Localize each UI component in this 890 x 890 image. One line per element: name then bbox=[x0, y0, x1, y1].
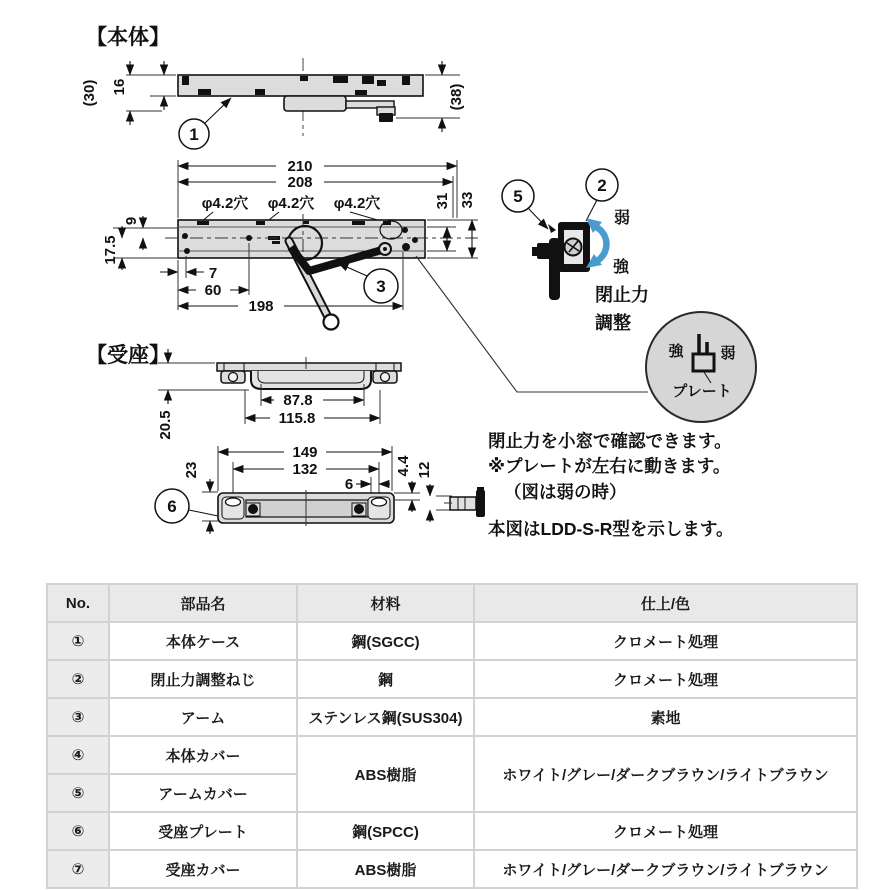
ukeza-hook-profile bbox=[251, 371, 371, 389]
hole-label-1: φ4.2穴 bbox=[201, 195, 249, 212]
part-no: ② bbox=[47, 660, 109, 698]
callout-3-label: 3 bbox=[376, 277, 386, 296]
adjuster-detail bbox=[502, 169, 649, 333]
table-row bbox=[47, 850, 857, 888]
part-material: 鋼(SPCC) bbox=[297, 812, 474, 850]
callout-1-label: 1 bbox=[189, 125, 199, 144]
table-row bbox=[47, 698, 857, 736]
ukeza-pin-side-view bbox=[444, 487, 485, 517]
part-no: ⑥ bbox=[47, 812, 109, 850]
table-row bbox=[47, 812, 857, 850]
callout-6-label: 6 bbox=[167, 497, 177, 516]
plate-weak-label: 弱 bbox=[720, 345, 736, 362]
dim-23: 23 bbox=[183, 461, 200, 479]
part-finish: 素地 bbox=[474, 698, 857, 736]
dim-30: (30) bbox=[81, 79, 98, 107]
part-finish: クロメート処理 bbox=[474, 812, 857, 850]
dim-33: 33 bbox=[459, 191, 476, 209]
notes bbox=[488, 431, 734, 539]
dim-38: (38) bbox=[448, 83, 465, 111]
header-part-name: 部品名 bbox=[109, 584, 297, 622]
dim-16: 16 bbox=[111, 78, 128, 96]
part-finish: ホワイト/グレー/ダークブラウン/ライトブラウン bbox=[474, 850, 857, 888]
part-no: ⑤ bbox=[47, 774, 109, 812]
dim-17-5: 17.5 bbox=[102, 235, 119, 265]
part-finish: クロメート処理 bbox=[474, 622, 857, 660]
part-no: ⑦ bbox=[47, 850, 109, 888]
adjust-strong-label: 強 bbox=[612, 259, 630, 276]
table-row bbox=[47, 660, 857, 698]
dim-87-8: 87.8 bbox=[283, 392, 313, 409]
adjust-force-label-1: 閉止力 bbox=[595, 285, 649, 305]
main-body-side-view bbox=[81, 58, 465, 149]
part-name: 受座カバー bbox=[109, 850, 297, 888]
arm-hook-loop bbox=[324, 315, 339, 330]
part-no: ③ bbox=[47, 698, 109, 736]
adjust-weak-label: 弱 bbox=[613, 210, 631, 227]
adjust-screw-drawing bbox=[532, 222, 590, 300]
part-name: 本体カバー bbox=[109, 736, 297, 774]
callout-5-label: 5 bbox=[513, 187, 523, 206]
header-finish: 仕上/色 bbox=[474, 584, 857, 622]
dim-115-8: 115.8 bbox=[278, 410, 316, 427]
note-line-1: 閉止力を小窓で確認できます。 bbox=[488, 431, 732, 451]
dim-9: 9 bbox=[123, 216, 140, 226]
callout-2-label: 2 bbox=[597, 176, 607, 195]
part-no: ① bbox=[47, 622, 109, 660]
header-no: No. bbox=[47, 584, 109, 622]
plate-detail-circle bbox=[646, 312, 756, 422]
dim-132: 132 bbox=[292, 461, 318, 478]
dim-7: 7 bbox=[208, 265, 218, 282]
main-body-plan-view bbox=[102, 158, 648, 392]
plate-label: プレート bbox=[672, 383, 732, 400]
dim-20-5: 20.5 bbox=[157, 410, 174, 440]
part-finish: ホワイト/グレー/ダークブラウン/ライトブラウン bbox=[474, 736, 857, 812]
part-name: アーム bbox=[109, 698, 297, 736]
part-no: ④ bbox=[47, 736, 109, 774]
part-name: 本体ケース bbox=[109, 622, 297, 660]
parts-table bbox=[46, 583, 858, 889]
table-row bbox=[47, 736, 857, 774]
plate-strong-label: 強 bbox=[668, 343, 684, 360]
note-line-3: （図は弱の時） bbox=[504, 482, 627, 502]
header-material: 材料 bbox=[297, 584, 474, 622]
dim-60: 60 bbox=[204, 282, 222, 299]
part-material: ABS樹脂 bbox=[297, 736, 474, 812]
part-finish: クロメート処理 bbox=[474, 660, 857, 698]
dim-12: 12 bbox=[416, 461, 433, 479]
table-row bbox=[47, 622, 857, 660]
note-line-2: ※プレートが左右に動きます。 bbox=[488, 456, 731, 476]
dim-210: 210 bbox=[287, 158, 313, 175]
part-name: 受座プレート bbox=[109, 812, 297, 850]
section-title-ukeza: 【受座】 bbox=[86, 344, 170, 367]
hole-label-3: φ4.2穴 bbox=[333, 195, 381, 212]
ukeza-side-view bbox=[157, 349, 401, 440]
adjust-force-label-2: 調整 bbox=[595, 313, 631, 333]
part-material: ABS樹脂 bbox=[297, 850, 474, 888]
dim-198: 198 bbox=[248, 298, 274, 315]
part-material: ステンレス鋼(SUS304) bbox=[297, 698, 474, 736]
part-material: 鋼(SGCC) bbox=[297, 622, 474, 660]
table-header-row bbox=[47, 584, 857, 622]
dim-149: 149 bbox=[292, 444, 318, 461]
note-line-4: 本図はLDD-S-R型を示します。 bbox=[488, 519, 734, 539]
dim-4-4: 4.4 bbox=[395, 455, 412, 477]
part-material: 鋼 bbox=[297, 660, 474, 698]
dim-208: 208 bbox=[287, 174, 313, 191]
hole-label-2: φ4.2穴 bbox=[267, 195, 315, 212]
part-name: 閉止力調整ねじ bbox=[109, 660, 297, 698]
ukeza-plan-view bbox=[155, 444, 485, 534]
dim-31: 31 bbox=[434, 192, 451, 210]
part-name: アームカバー bbox=[109, 774, 297, 812]
dim-6: 6 bbox=[344, 476, 354, 493]
section-title-honbun: 【本体】 bbox=[86, 26, 170, 49]
